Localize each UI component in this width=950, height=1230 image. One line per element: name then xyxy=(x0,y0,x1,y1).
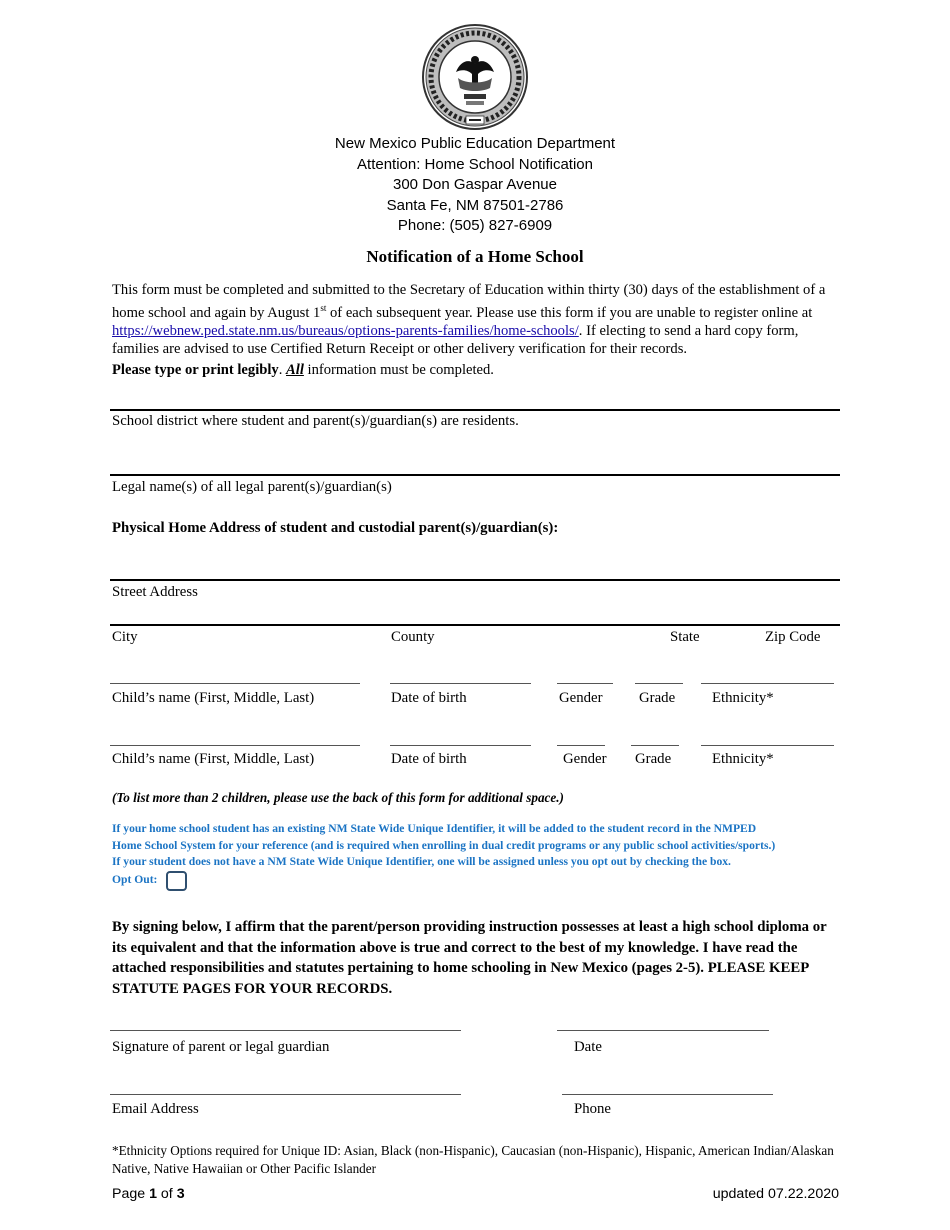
page-total: 3 xyxy=(176,1186,185,1202)
email-input[interactable] xyxy=(110,1070,461,1094)
phone-input[interactable] xyxy=(562,1070,773,1094)
intro-paragraph xyxy=(112,281,842,358)
child2-grade-input[interactable] xyxy=(631,722,679,746)
child2-dob-label: Date of birth xyxy=(391,751,467,767)
page-number xyxy=(112,1186,185,1202)
child1-name-input[interactable] xyxy=(110,660,360,684)
email-label: Email Address xyxy=(112,1101,199,1117)
phone-label: Phone xyxy=(574,1101,611,1117)
legal-names-line xyxy=(110,474,840,476)
affirmation-statement: By signing below, I affirm that the parent/person providing instruction possesses at least a high school diploma or its equivalent and that the information above is true and correct to the best of my knowledge. I have read the attached responsibilities and statutes pertaining to home schooling in New Mexico (pages 2-5). PLEASE KEEP STATUTE PAGES FOR YOUR RECORDS. xyxy=(112,919,827,997)
street-address-line xyxy=(110,579,840,581)
child1-gender-label: Gender xyxy=(559,690,603,706)
unique-id-line-2: Home School System for your reference (and is required when enrolling in dual credit programs or any public school activities/sports.) xyxy=(112,838,776,852)
instruction-separator: . xyxy=(278,362,287,378)
child1-grade-line xyxy=(635,683,683,684)
child1-grade-input[interactable] xyxy=(635,660,683,684)
child1-grade-label: Grade xyxy=(639,690,676,706)
child2-gender-line xyxy=(557,745,605,746)
instruction-bold: Please type or print legibly xyxy=(112,362,279,378)
page-current: 1 xyxy=(149,1186,157,1202)
home-schools-link[interactable]: https://webnew.ped.state.nm.us/bureaus/options-parents-families/home-schools/ xyxy=(112,322,579,339)
instruction-all: All xyxy=(286,362,304,378)
state-seal-logo xyxy=(420,22,530,132)
school-district-label: School district where student and parent(s)/guardian(s) are residents. xyxy=(112,413,519,429)
email-line xyxy=(110,1094,461,1095)
child2-name-input[interactable] xyxy=(110,722,360,746)
department-header xyxy=(0,134,950,237)
city-label: City xyxy=(112,629,138,645)
intro-superscript: st xyxy=(320,303,327,313)
child1-ethnicity-label: Ethnicity* xyxy=(712,690,774,706)
header-line-department: New Mexico Public Education Department xyxy=(334,135,616,152)
intro-text-3: . If electing to send a hard copy form, families are advised to use Certified Return Receipt or other delivery verification for their records. xyxy=(112,322,799,357)
child1-ethnicity-line xyxy=(701,683,834,684)
city-county-state-zip-input[interactable] xyxy=(110,596,840,624)
child2-dob-line xyxy=(390,745,531,746)
child1-ethnicity-input[interactable] xyxy=(701,660,834,684)
child2-ethnicity-label: Ethnicity* xyxy=(712,751,774,767)
school-district-line xyxy=(110,409,840,411)
county-label: County xyxy=(391,629,435,645)
opt-out-checkbox[interactable] xyxy=(166,871,187,891)
header-line-street: 300 Don Gaspar Avenue xyxy=(392,176,557,193)
date-label: Date xyxy=(574,1039,602,1055)
more-children-note: (To list more than 2 children, please use the back of this form for additional space.) xyxy=(112,790,564,805)
child1-gender-input[interactable] xyxy=(557,660,613,684)
unique-id-notice xyxy=(112,821,852,871)
child2-grade-label: Grade xyxy=(635,751,672,767)
header-line-attention: Attention: Home School Notification xyxy=(357,155,593,173)
opt-out-label: Opt Out: xyxy=(112,873,158,886)
date-input[interactable] xyxy=(557,1006,769,1030)
date-line xyxy=(557,1030,769,1031)
child1-dob-label: Date of birth xyxy=(391,690,467,706)
child1-name-label: Child’s name (First, Middle, Last) xyxy=(112,690,315,706)
signature-line xyxy=(110,1030,461,1031)
state-label: State xyxy=(670,629,700,645)
child2-dob-input[interactable] xyxy=(390,722,531,746)
street-address-label: Street Address xyxy=(112,584,198,600)
school-district-input[interactable] xyxy=(110,380,840,410)
zip-code-label: Zip Code xyxy=(765,629,821,645)
unique-id-line-3: If your student does not have a NM State Wide Unique Identifier, one will be assigned unless you opt out by checking the box. xyxy=(112,855,731,868)
address-heading: Physical Home Address of student and custodial parent(s)/guardian(s): xyxy=(112,520,559,536)
header-line-city: Santa Fe, NM 87501-2786 xyxy=(386,196,564,214)
signature-input[interactable] xyxy=(110,1006,461,1030)
child1-gender-line xyxy=(557,683,613,684)
street-address-input[interactable] xyxy=(110,550,840,580)
instruction-line xyxy=(112,361,842,379)
unique-id-line-1: If your home school student has an existing NM State Wide Unique Identifier, it will be added to the student record in the NMPED xyxy=(112,822,757,835)
page-prefix: Page xyxy=(112,1186,150,1202)
child2-ethnicity-input[interactable] xyxy=(701,722,834,746)
child1-name-line xyxy=(110,683,360,684)
header-line-phone: Phone: (505) 827-6909 xyxy=(397,217,553,234)
child2-name-line xyxy=(110,745,360,746)
page-of: of xyxy=(156,1186,177,1202)
intro-text-2: of each subsequent year. Please use this form if you are unable to register online at xyxy=(326,304,813,321)
child1-dob-input[interactable] xyxy=(390,660,531,684)
child2-gender-label: Gender xyxy=(563,751,607,767)
intro-text-1: This form must be completed and submitted to the Secretary of Education within thirty (30) days of the establishment of a home school and again by August 1 xyxy=(112,282,826,321)
form-title: Notification of a Home School xyxy=(366,247,584,266)
legal-names-label: Legal name(s) of all legal parent(s)/guardian(s) xyxy=(112,479,392,495)
updated-date: updated 07.22.2020 xyxy=(712,1186,839,1202)
legal-names-input[interactable] xyxy=(110,446,840,476)
child2-name-label: Child’s name (First, Middle, Last) xyxy=(112,751,315,767)
child1-dob-line xyxy=(390,683,531,684)
child2-ethnicity-line xyxy=(701,745,834,746)
child2-gender-input[interactable] xyxy=(557,722,605,746)
city-line xyxy=(110,624,840,626)
signature-label: Signature of parent or legal guardian xyxy=(112,1039,330,1055)
phone-line xyxy=(562,1094,773,1095)
instruction-rest: information must be completed. xyxy=(303,362,494,378)
child2-grade-line xyxy=(631,745,679,746)
ethnicity-options-note: *Ethnicity Options required for Unique ID: Asian, Black (non-Hispanic), Caucasian (non-Hispanic), Hispanic, American Indian/Alaskan Native, Native Hawaiian or Other Pacific Islander xyxy=(112,1143,834,1176)
